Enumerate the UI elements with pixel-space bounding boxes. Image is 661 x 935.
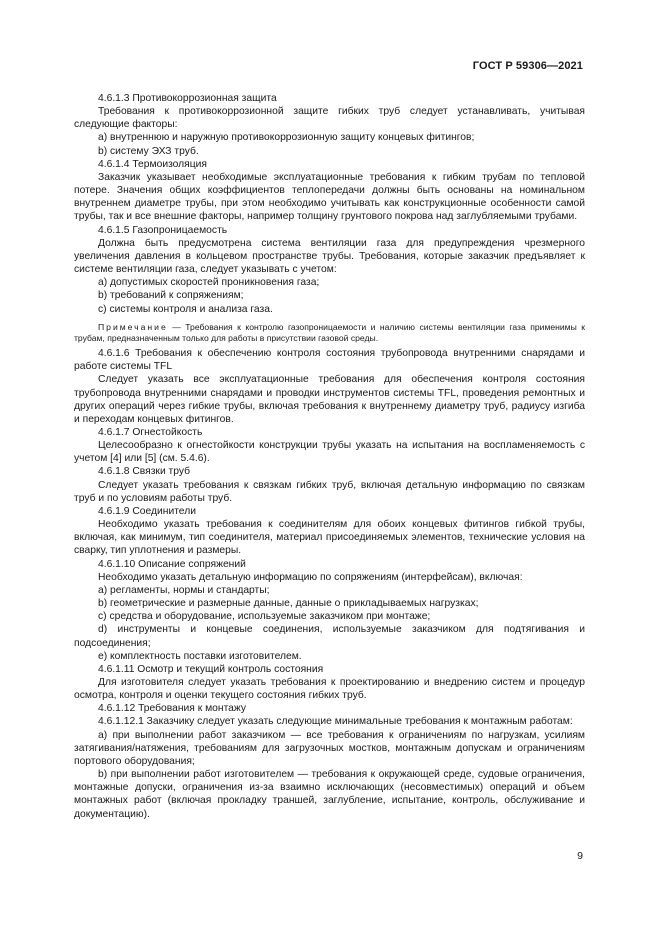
list-item: с) системы контроля и анализа газа. xyxy=(98,303,273,315)
section-heading: 4.6.1.3 Противокоррозионная защита xyxy=(98,93,277,104)
note xyxy=(74,322,585,344)
list-item: b) при выполнении работ изготовителем — требования к окружающей среде, судовые ограничения, монтажные допуски, ограничения из-за взаимно исключающих (несовместимых) операций и объем монтажных работ (включая прокладку траншей, заглубление, испытание, контроль, обслуживание и документацию). xyxy=(74,769,585,820)
list-item: а) допустимых скоростей проникновения газа; xyxy=(98,277,320,289)
list-item: с) средства и оборудование, используемые заказчиком при монтаже; xyxy=(98,611,431,623)
paragraph: 4.6.1.12.1 Заказчику следует указать следующие минимальные требования к монтажным работам: xyxy=(98,716,573,728)
paragraph: Заказчик указывает необходимые эксплуатационные требования к гибким трубам по тепловой потере. Значения общих коэффициентов теплопередачи должны быть основаны на номинальном внутреннем диаметре трубы, при этом необходимо учитывать как конструкционные особенности самой трубы, так и все внешние факторы, например толщину грунтового покрова над заглубляемыми трубами. xyxy=(74,171,585,223)
section-heading: 4.6.1.8 Связки труб xyxy=(98,466,191,478)
list-item: b) геометрические и размерные данные, данные о прикладываемых нагрузках; xyxy=(98,598,479,610)
paragraph: Целесообразно к огнестойкости конструкции трубы указать на испытания на воспламеняемость с учетом [4] или [5] (см. 5.4.6). xyxy=(74,440,585,465)
note-label: Примечание xyxy=(98,321,168,332)
page-number: 9 xyxy=(577,850,583,862)
note-text: — Требования к контролю газопроницаемости и наличию системы вентиляции газа применимы к трубам, предназначенным только для работы в присутствии газовой среды. xyxy=(74,321,585,343)
paragraph: Для изготовителя следует указать требования к проектированию и внедрению систем и процедур осмотра, контроля и оценки текущего состояния гибких труб. xyxy=(74,676,585,702)
section-heading: 4.6.1.7 Огнестойкость xyxy=(98,427,203,438)
list-item: d) инструменты и концевые соединения, используемые заказчиком для подтягивания и подсоединения; xyxy=(74,624,585,649)
section-heading: 4.6.1.10 Описание сопряжений xyxy=(98,558,246,570)
document-body xyxy=(74,92,585,821)
paragraph: Следует указать все эксплуатационные требования для обеспечения контроля состояния трубопровода внутренними снарядами и проводки инструментов системы TFL, проведения ремонтных и других операций через гибкие трубы, включая требования к внутреннему диаметру труб, радиусу изгиба и переходам концевых фитингов. xyxy=(74,374,585,425)
list-item: е) комплектность поставки изготовителем. xyxy=(98,650,302,662)
list-item: b) требований к сопряжениям; xyxy=(98,290,244,302)
section-heading: 4.6.1.4 Термоизоляция xyxy=(98,158,207,170)
section-heading: 4.6.1.11 Осмотр и текущий контроль состояния xyxy=(98,663,324,675)
list-item: а) регламенты, нормы и стандарты; xyxy=(98,584,270,596)
paragraph: Должна быть предусмотрена система вентиляции газа для предупреждения чрезмерного увеличения давления в кольцевом пространстве трубы. Требования, которые заказчик предъявляет к системе вентиляции газа, следует указывать с учетом: xyxy=(74,237,585,276)
paragraph: Требования к противокоррозионной защите гибких труб следует устанавливать, учитывая следующие факторы: xyxy=(74,106,585,131)
section-heading: 4.6.1.6 Требования к обеспечению контроля состояния трубопровода внутренними снарядами и работе системы TFL xyxy=(74,348,585,373)
paragraph: Необходимо указать детальную информацию по сопряжениям (интерфейсам), включая: xyxy=(98,571,523,583)
paragraph: Следует указать требования к связкам гибких труб, включая детальную информацию по связкам труб и по условиям работы труб. xyxy=(74,479,585,504)
list-item: а) внутреннюю и наружную противокоррозионную защиту концевых фитингов; xyxy=(98,132,475,144)
paragraph: Необходимо указать требования к соединителям для обоих концевых фитингов гибкой трубы, включая, как минимум, тип соединителя, материал присоединяемых элементов, технические условия на сварку, тип уплотнения и размеры. xyxy=(74,519,585,557)
document-header: ГОСТ Р 59306—2021 xyxy=(472,60,583,72)
section-heading: 4.6.1.5 Газопроницаемость xyxy=(98,224,228,236)
list-item: b) систему ЭХЗ труб. xyxy=(98,145,199,157)
section-heading: 4.6.1.12 Требования к монтажу xyxy=(98,703,247,715)
list-item: а) при выполнении работ заказчиком — все требования к ограничениям по нагрузкам, усилиям затягивания/натяжения, требованиям для загрузочных мостков, монтажным допускам и ограничениям портового оборудования; xyxy=(74,729,585,767)
section-heading: 4.6.1.9 Соединители xyxy=(98,505,196,517)
